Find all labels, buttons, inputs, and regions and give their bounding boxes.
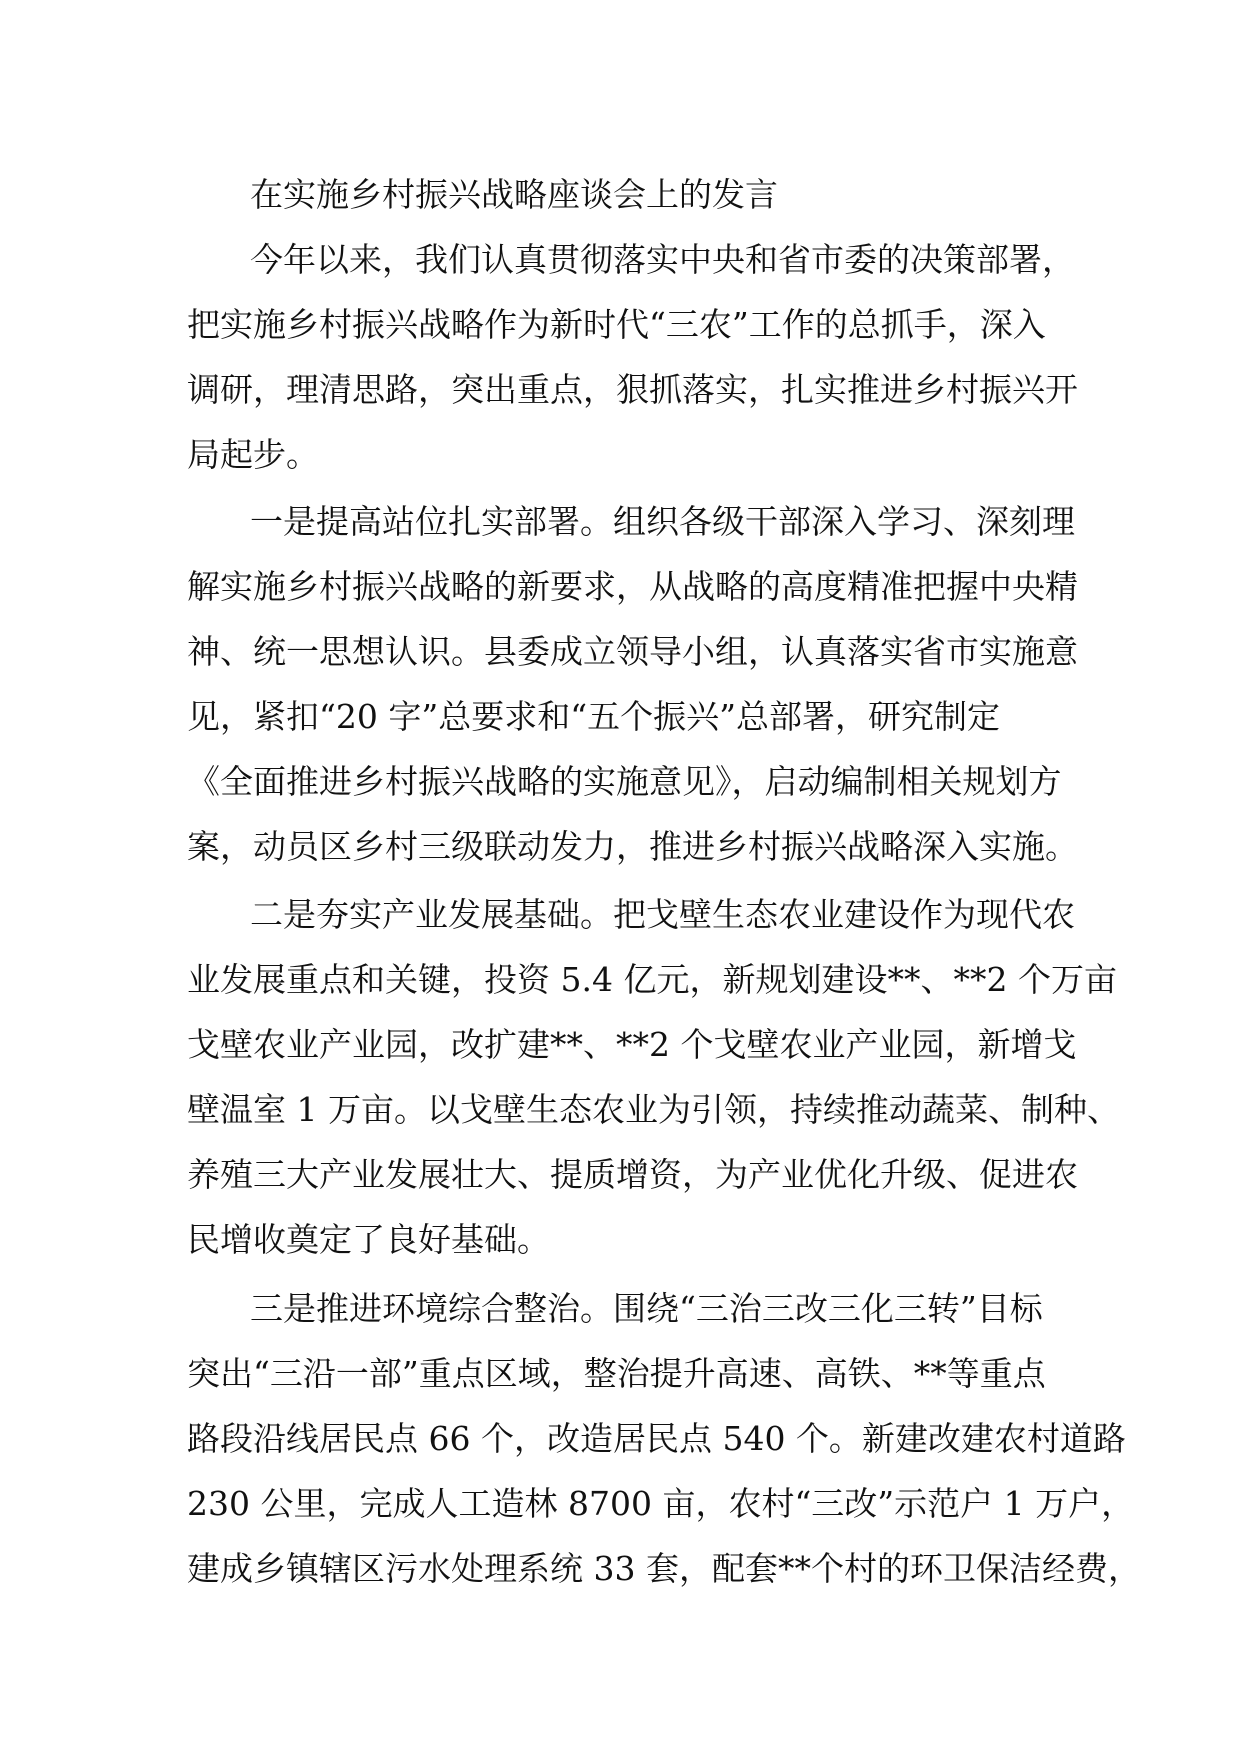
paragraph-line: 神、统一思想认识。县委成立领导小组，认真落实省市实施意 [187,632,1078,671]
paragraph-section-1 [187,489,1078,879]
paragraph-line: 案，动员区乡村三级联动发力，推进乡村振兴战略深入实施。 [187,827,1078,866]
paragraph-line: 见，紧扣“20 字”总要求和“五个振兴”总部署，研究制定 [187,697,1000,736]
paragraph-line: 一是提高站位扎实部署。组织各级干部深入学习、深刻理 [250,502,1075,541]
paragraph-line: 三是推进环境综合整治。围绕“三治三改三化三转”目标 [250,1289,1043,1328]
paragraph-line: 壁温室 1 万亩。以戈壁生态农业为引领，持续推动蔬菜、制种、 [187,1090,1120,1129]
paragraph-line: 建成乡镇辖区污水处理系统 33 套，配套**个村的环卫保洁经费， [187,1549,1141,1588]
paragraph-line: 把实施乡村振兴战略作为新时代“三农”工作的总抓手，深入 [187,305,1046,344]
paragraph-line: 业发展重点和关键，投资 5.4 亿元，新规划建设**、**2 个万亩 [187,960,1117,999]
document-title: 在实施乡村振兴战略座谈会上的发言 [250,175,778,214]
paragraph-line: 路段沿线居民点 66 个，改造居民点 540 个。新建改建农村道路 [187,1419,1126,1458]
paragraph-line: 民增收奠定了良好基础。 [187,1220,550,1259]
paragraph-line: 调研，理清思路，突出重点，狠抓落实，扎实推进乡村振兴开 [187,370,1078,409]
paragraph-section-2 [187,882,1120,1272]
paragraph-line: 局起步。 [187,435,319,474]
paragraph-intro [187,227,1078,487]
paragraph-line: 养殖三大产业发展壮大、提质增资，为产业优化升级、促进农 [187,1155,1078,1194]
paragraph-line: 戈壁农业产业园，改扩建**、**2 个戈壁农业产业园，新增戈 [187,1025,1077,1064]
paragraph-line: 230 公里，完成人工造林 8700 亩，农村“三改”示范户 1 万户， [187,1484,1135,1523]
paragraph-line: 二是夯实产业发展基础。把戈壁生态农业建设作为现代农 [250,895,1075,934]
paragraph-line: 今年以来，我们认真贯彻落实中央和省市委的决策部署， [250,240,1075,279]
paragraph-section-3 [187,1276,1141,1601]
paragraph-line: 《全面推进乡村振兴战略的实施意见》，启动编制相关规划方 [187,762,1062,801]
paragraph-line: 突出“三沿一部”重点区域，整治提升高速、高铁、**等重点 [187,1354,1046,1393]
paragraph-line: 解实施乡村振兴战略的新要求，从战略的高度精准把握中央精 [187,567,1078,606]
